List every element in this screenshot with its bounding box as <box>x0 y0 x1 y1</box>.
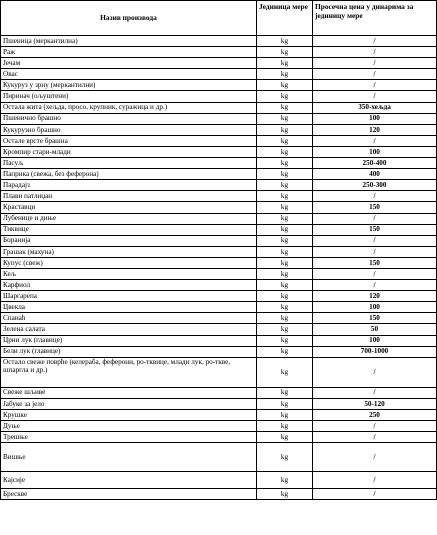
table-row <box>1 443 437 472</box>
table-row <box>1 313 437 324</box>
product-name: Јабуке за јело <box>1 398 257 409</box>
price-cell: 50 <box>313 324 437 335</box>
unit-cell: kg <box>257 489 313 500</box>
product-name: Грашак (махуна) <box>1 246 257 257</box>
product-name: Парадајз <box>1 180 257 191</box>
price-cell: / <box>313 246 437 257</box>
price-cell: / <box>313 135 437 146</box>
product-name: Спанаћ <box>1 313 257 324</box>
unit-cell: kg <box>257 213 313 224</box>
unit-cell: kg <box>257 387 313 398</box>
product-name: Цвекла <box>1 302 257 313</box>
table-row <box>1 180 437 191</box>
unit-cell: kg <box>257 158 313 169</box>
unit-cell: kg <box>257 146 313 157</box>
product-name: Паприка (свежа, без феферона) <box>1 169 257 180</box>
table-row <box>1 257 437 268</box>
table-row <box>1 280 437 291</box>
product-name: Зелена салата <box>1 324 257 335</box>
table-row <box>1 291 437 302</box>
unit-cell: kg <box>257 135 313 146</box>
product-name: Дуње <box>1 421 257 432</box>
product-name: Јечам <box>1 58 257 69</box>
unit-cell: kg <box>257 280 313 291</box>
price-cell: / <box>313 213 437 224</box>
price-cell: 150 <box>313 224 437 235</box>
product-name: Купус (свеж) <box>1 257 257 268</box>
product-name: Остала жита (хељда, просо, крупник, суражица и др.) <box>1 102 257 113</box>
product-name: Пиринач (oљуштени) <box>1 91 257 102</box>
price-cell: / <box>313 268 437 279</box>
price-cell: 100 <box>313 302 437 313</box>
price-cell: 150 <box>313 257 437 268</box>
unit-cell: kg <box>257 91 313 102</box>
table-row <box>1 432 437 443</box>
unit-cell: kg <box>257 102 313 113</box>
unit-cell: kg <box>257 124 313 135</box>
table-row <box>1 409 437 420</box>
unit-cell: kg <box>257 80 313 91</box>
price-cell: 120 <box>313 124 437 135</box>
unit-cell: kg <box>257 302 313 313</box>
price-cell: / <box>313 489 437 500</box>
table-row <box>1 235 437 246</box>
product-name: Крушке <box>1 409 257 420</box>
table-row <box>1 246 437 257</box>
table-row <box>1 346 437 357</box>
product-name: Кајсије <box>1 472 257 489</box>
table-row <box>1 124 437 135</box>
table-row <box>1 387 437 398</box>
price-cell: 120 <box>313 291 437 302</box>
product-name: Кукуруз у зрну (меркантилни) <box>1 80 257 91</box>
unit-cell: kg <box>257 235 313 246</box>
price-cell: / <box>313 472 437 489</box>
unit-cell: kg <box>257 224 313 235</box>
unit-cell: kg <box>257 180 313 191</box>
product-name: Брескве <box>1 489 257 500</box>
unit-cell: kg <box>257 443 313 472</box>
price-cell: / <box>313 91 437 102</box>
product-name: Плави патлиџан <box>1 191 257 202</box>
product-name: Тиквице <box>1 224 257 235</box>
price-cell: 700-1000 <box>313 346 437 357</box>
unit-cell: kg <box>257 421 313 432</box>
price-cell: / <box>313 421 437 432</box>
table-row <box>1 324 437 335</box>
price-cell: 150 <box>313 202 437 213</box>
product-name: Бели лук (главице) <box>1 346 257 357</box>
header-row <box>1 1 437 36</box>
price-cell: / <box>313 432 437 443</box>
price-cell: / <box>313 235 437 246</box>
product-name: Свеже шљиве <box>1 387 257 398</box>
unit-cell: kg <box>257 246 313 257</box>
product-name: Кромпир стари-млади <box>1 146 257 157</box>
product-name: Боранија <box>1 235 257 246</box>
product-name: Остале врсте брашна <box>1 135 257 146</box>
table-row <box>1 169 437 180</box>
unit-cell: kg <box>257 313 313 324</box>
table-row <box>1 102 437 113</box>
unit-cell: kg <box>257 69 313 80</box>
table-row <box>1 398 437 409</box>
unit-cell: kg <box>257 257 313 268</box>
price-cell: 250-400 <box>313 158 437 169</box>
product-name: Црни лук (главице) <box>1 335 257 346</box>
product-name: Кељ <box>1 268 257 279</box>
table-row <box>1 158 437 169</box>
table-row <box>1 472 437 489</box>
price-cell: 100 <box>313 335 437 346</box>
price-cell: / <box>313 357 437 387</box>
unit-cell: kg <box>257 268 313 279</box>
unit-cell: kg <box>257 113 313 124</box>
price-cell: 50-120 <box>313 398 437 409</box>
product-name: Овас <box>1 69 257 80</box>
price-cell: / <box>313 36 437 47</box>
header-product: Назив производа <box>1 1 257 36</box>
table-row <box>1 202 437 213</box>
price-cell: / <box>313 69 437 80</box>
table-row <box>1 113 437 124</box>
price-cell: / <box>313 280 437 291</box>
product-name: Пасуљ <box>1 158 257 169</box>
price-cell: 100 <box>313 146 437 157</box>
price-cell: / <box>313 387 437 398</box>
table-row <box>1 58 437 69</box>
table-row <box>1 36 437 47</box>
product-name: Остало свеже поврће (келераба, феферони, ро-тквице, млади лук, ро-ткве, шпаргла и др.) <box>1 357 257 387</box>
table-row <box>1 69 437 80</box>
product-name: Кукурузно брашно <box>1 124 257 135</box>
table-row <box>1 357 437 387</box>
unit-cell: kg <box>257 58 313 69</box>
table-row <box>1 91 437 102</box>
product-name: Пшенично брашно <box>1 113 257 124</box>
unit-cell: kg <box>257 357 313 387</box>
unit-cell: kg <box>257 169 313 180</box>
table-row <box>1 224 437 235</box>
unit-cell: kg <box>257 202 313 213</box>
price-cell: 150 <box>313 313 437 324</box>
product-name: Карфиол <box>1 280 257 291</box>
price-cell: 250-300 <box>313 180 437 191</box>
product-name: Лубенице и диње <box>1 213 257 224</box>
price-cell: 250 <box>313 409 437 420</box>
unit-cell: kg <box>257 472 313 489</box>
unit-cell: kg <box>257 36 313 47</box>
product-name: Трешње <box>1 432 257 443</box>
unit-cell: kg <box>257 409 313 420</box>
price-cell: 100 <box>313 113 437 124</box>
table-row <box>1 335 437 346</box>
product-name: Раж <box>1 47 257 58</box>
price-cell: / <box>313 80 437 91</box>
table-row <box>1 213 437 224</box>
header-price: Просечна цена у динарима за јединицу мере <box>313 1 437 36</box>
unit-cell: kg <box>257 191 313 202</box>
product-name: Пшеница (меркантилна) <box>1 36 257 47</box>
header-unit: Јединица мере <box>257 1 313 36</box>
table-row <box>1 135 437 146</box>
price-cell: / <box>313 47 437 58</box>
table-row <box>1 268 437 279</box>
unit-cell: kg <box>257 291 313 302</box>
unit-cell: kg <box>257 346 313 357</box>
table-row <box>1 302 437 313</box>
table-row <box>1 146 437 157</box>
table-row <box>1 191 437 202</box>
table-row <box>1 489 437 500</box>
product-name: Краставци <box>1 202 257 213</box>
price-cell: / <box>313 191 437 202</box>
unit-cell: kg <box>257 432 313 443</box>
price-cell: 400 <box>313 169 437 180</box>
unit-cell: kg <box>257 398 313 409</box>
unit-cell: kg <box>257 47 313 58</box>
product-name: Шаргарепа <box>1 291 257 302</box>
table-row <box>1 80 437 91</box>
price-cell: / <box>313 443 437 472</box>
table-row <box>1 421 437 432</box>
product-name: Вишње <box>1 443 257 472</box>
price-cell: 350-хељда <box>313 102 437 113</box>
table-row <box>1 47 437 58</box>
unit-cell: kg <box>257 324 313 335</box>
unit-cell: kg <box>257 335 313 346</box>
price-cell: / <box>313 58 437 69</box>
